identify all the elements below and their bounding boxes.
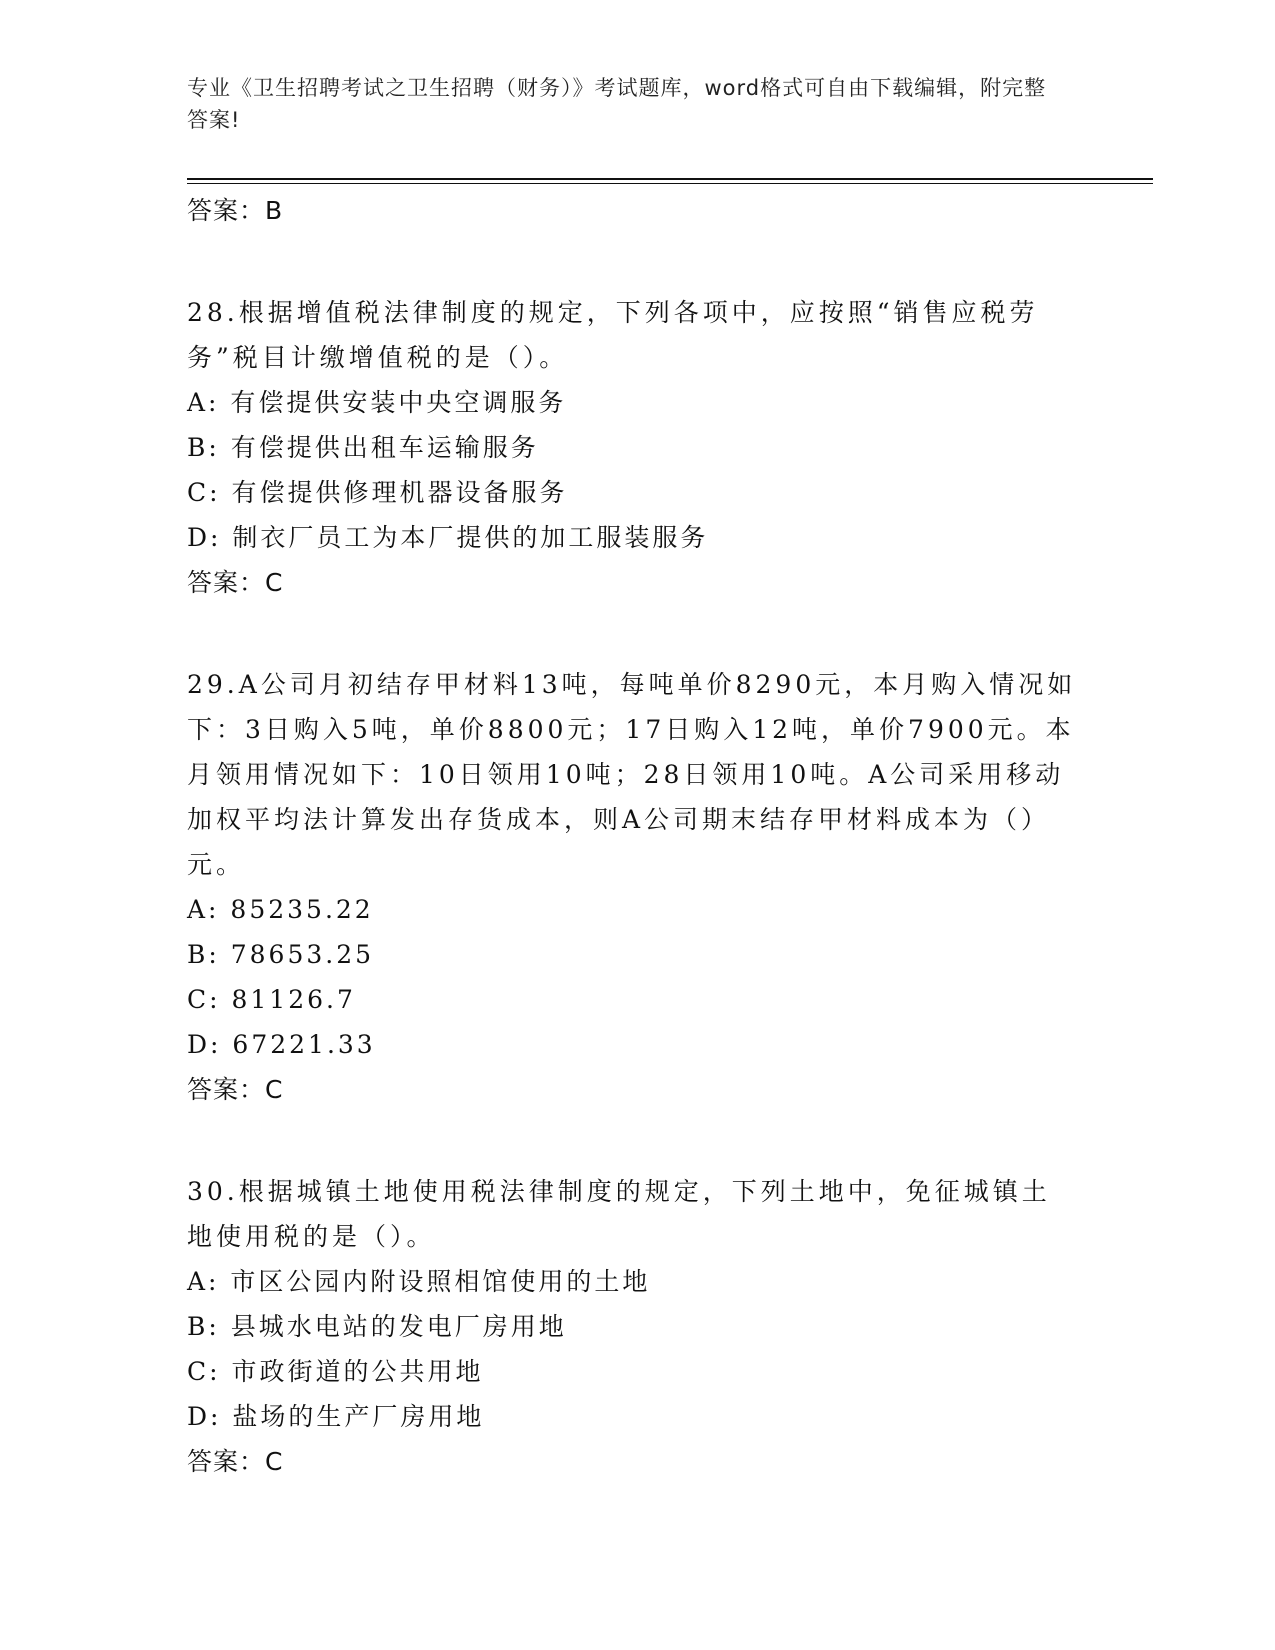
- option-b: B: 有偿提供出租车运输服务: [187, 433, 539, 462]
- option-a: A: 有偿提供安装中央空调服务: [187, 388, 567, 417]
- question-text: 29.A公司月初结存甲材料13吨，每吨单价8290元，本月购入情况如下：3日购入5吨，单价8800元；17日购入12吨，单价7900元。本月领用情况如下：10日领用10吨；28日领用10吨。A公司采用移动加权平均法计算发出存货成本，则A公司期末结存甲材料成本为（）元。: [187, 670, 1077, 879]
- option-b: B: 县城水电站的发电厂房用地: [187, 1312, 567, 1341]
- option-d: D: 制衣厂员工为本厂提供的加工服装服务: [187, 523, 709, 552]
- option-d: D: 67221.33: [187, 1030, 376, 1059]
- question-text: 30.根据城镇土地使用税法律制度的规定，下列土地中，免征城镇土地使用税的是（）。: [187, 1177, 1051, 1251]
- option-c: C: 81126.7: [187, 985, 356, 1014]
- question-answer: 答案：C: [187, 568, 284, 597]
- question-answer: 答案：C: [187, 1075, 284, 1104]
- previous-answer: 答案：B: [187, 196, 284, 225]
- header-divider-thin: [187, 183, 1153, 184]
- option-a: A: 市区公园内附设照相馆使用的土地: [187, 1267, 651, 1296]
- header-divider-thick: [187, 178, 1153, 180]
- option-c: C: 市政街道的公共用地: [187, 1357, 484, 1386]
- question-answer: 答案：C: [187, 1447, 284, 1476]
- document-header: 专业《卫生招聘考试之卫生招聘（财务）》考试题库，word格式可自由下载编辑，附完整答案!: [187, 76, 1047, 132]
- question-block-29: [187, 662, 1087, 1112]
- option-a: A: 85235.22: [187, 895, 374, 924]
- question-text: 28.根据增值税法律制度的规定，下列各项中，应按照“销售应税劳务”税目计缴增值税的是（）。: [187, 298, 1039, 372]
- option-b: B: 78653.25: [187, 940, 375, 969]
- document-body: [187, 188, 1087, 1484]
- question-block-30: [187, 1169, 1087, 1484]
- option-d: D: 盐场的生产厂房用地: [187, 1402, 485, 1431]
- question-block-28: [187, 290, 1087, 605]
- option-c: C: 有偿提供修理机器设备服务: [187, 478, 568, 507]
